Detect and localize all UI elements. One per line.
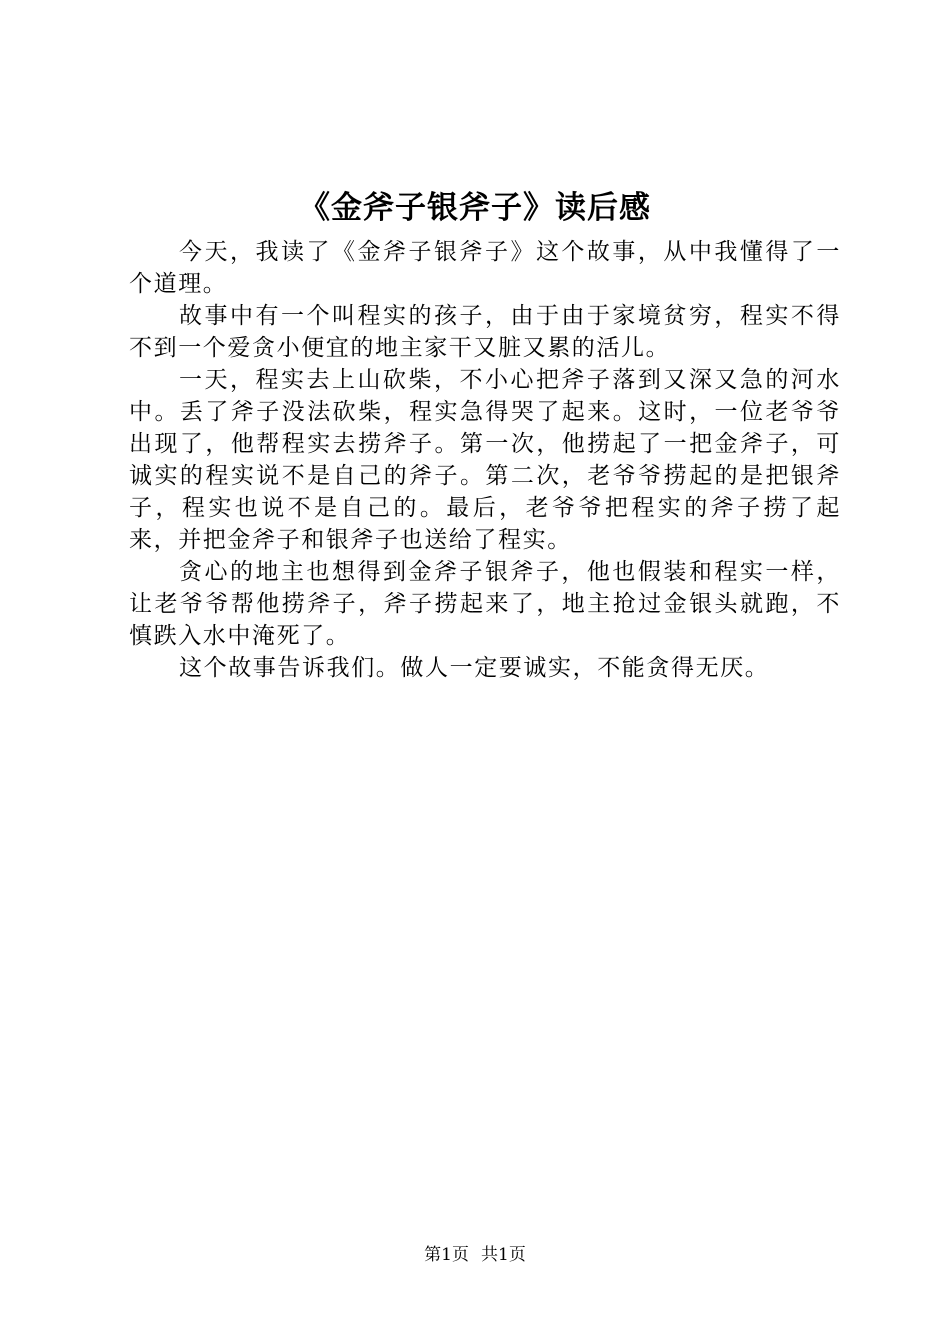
document-title: 《金斧子银斧子》读后感 <box>299 190 651 226</box>
page-number-current: 第1页 <box>424 1245 469 1265</box>
paragraph: 一天，程实去上山砍柴，不小心把斧子落到又深又急的河水中。丢了斧子没法砍柴，程实急得哭了起来。这时，一位老爷爷出现了，他帮程实去捞斧子。第一次，他捞起了一把金斧子，可诚实的程实说不是自己的斧子。第二次，老爷爷捞起的是把银斧子，程实也说不是自己的。最后，老爷爷把程实的斧子捞了起来，并把金斧子和银斧子也送给了程实。 <box>129 367 841 553</box>
paragraph: 贪心的地主也想得到金斧子银斧子，他也假装和程实一样，让老爷爷帮他捞斧子，斧子捞起来了，地主抢过金银头就跑，不慎跌入水中淹死了。 <box>129 559 841 649</box>
document-body <box>129 236 841 684</box>
page-footer <box>0 1244 950 1266</box>
paragraph: 这个故事告诉我们。做人一定要诚实，不能贪得无厌。 <box>179 655 770 681</box>
page-number-total: 共1页 <box>481 1245 526 1265</box>
paragraph: 今天，我读了《金斧子银斧子》这个故事，从中我懂得了一个道理。 <box>129 239 841 297</box>
paragraph: 故事中有一个叫程实的孩子，由于由于家境贫穷，程实不得不到一个爱贪小便宜的地主家干又脏又累的活儿。 <box>129 303 841 361</box>
